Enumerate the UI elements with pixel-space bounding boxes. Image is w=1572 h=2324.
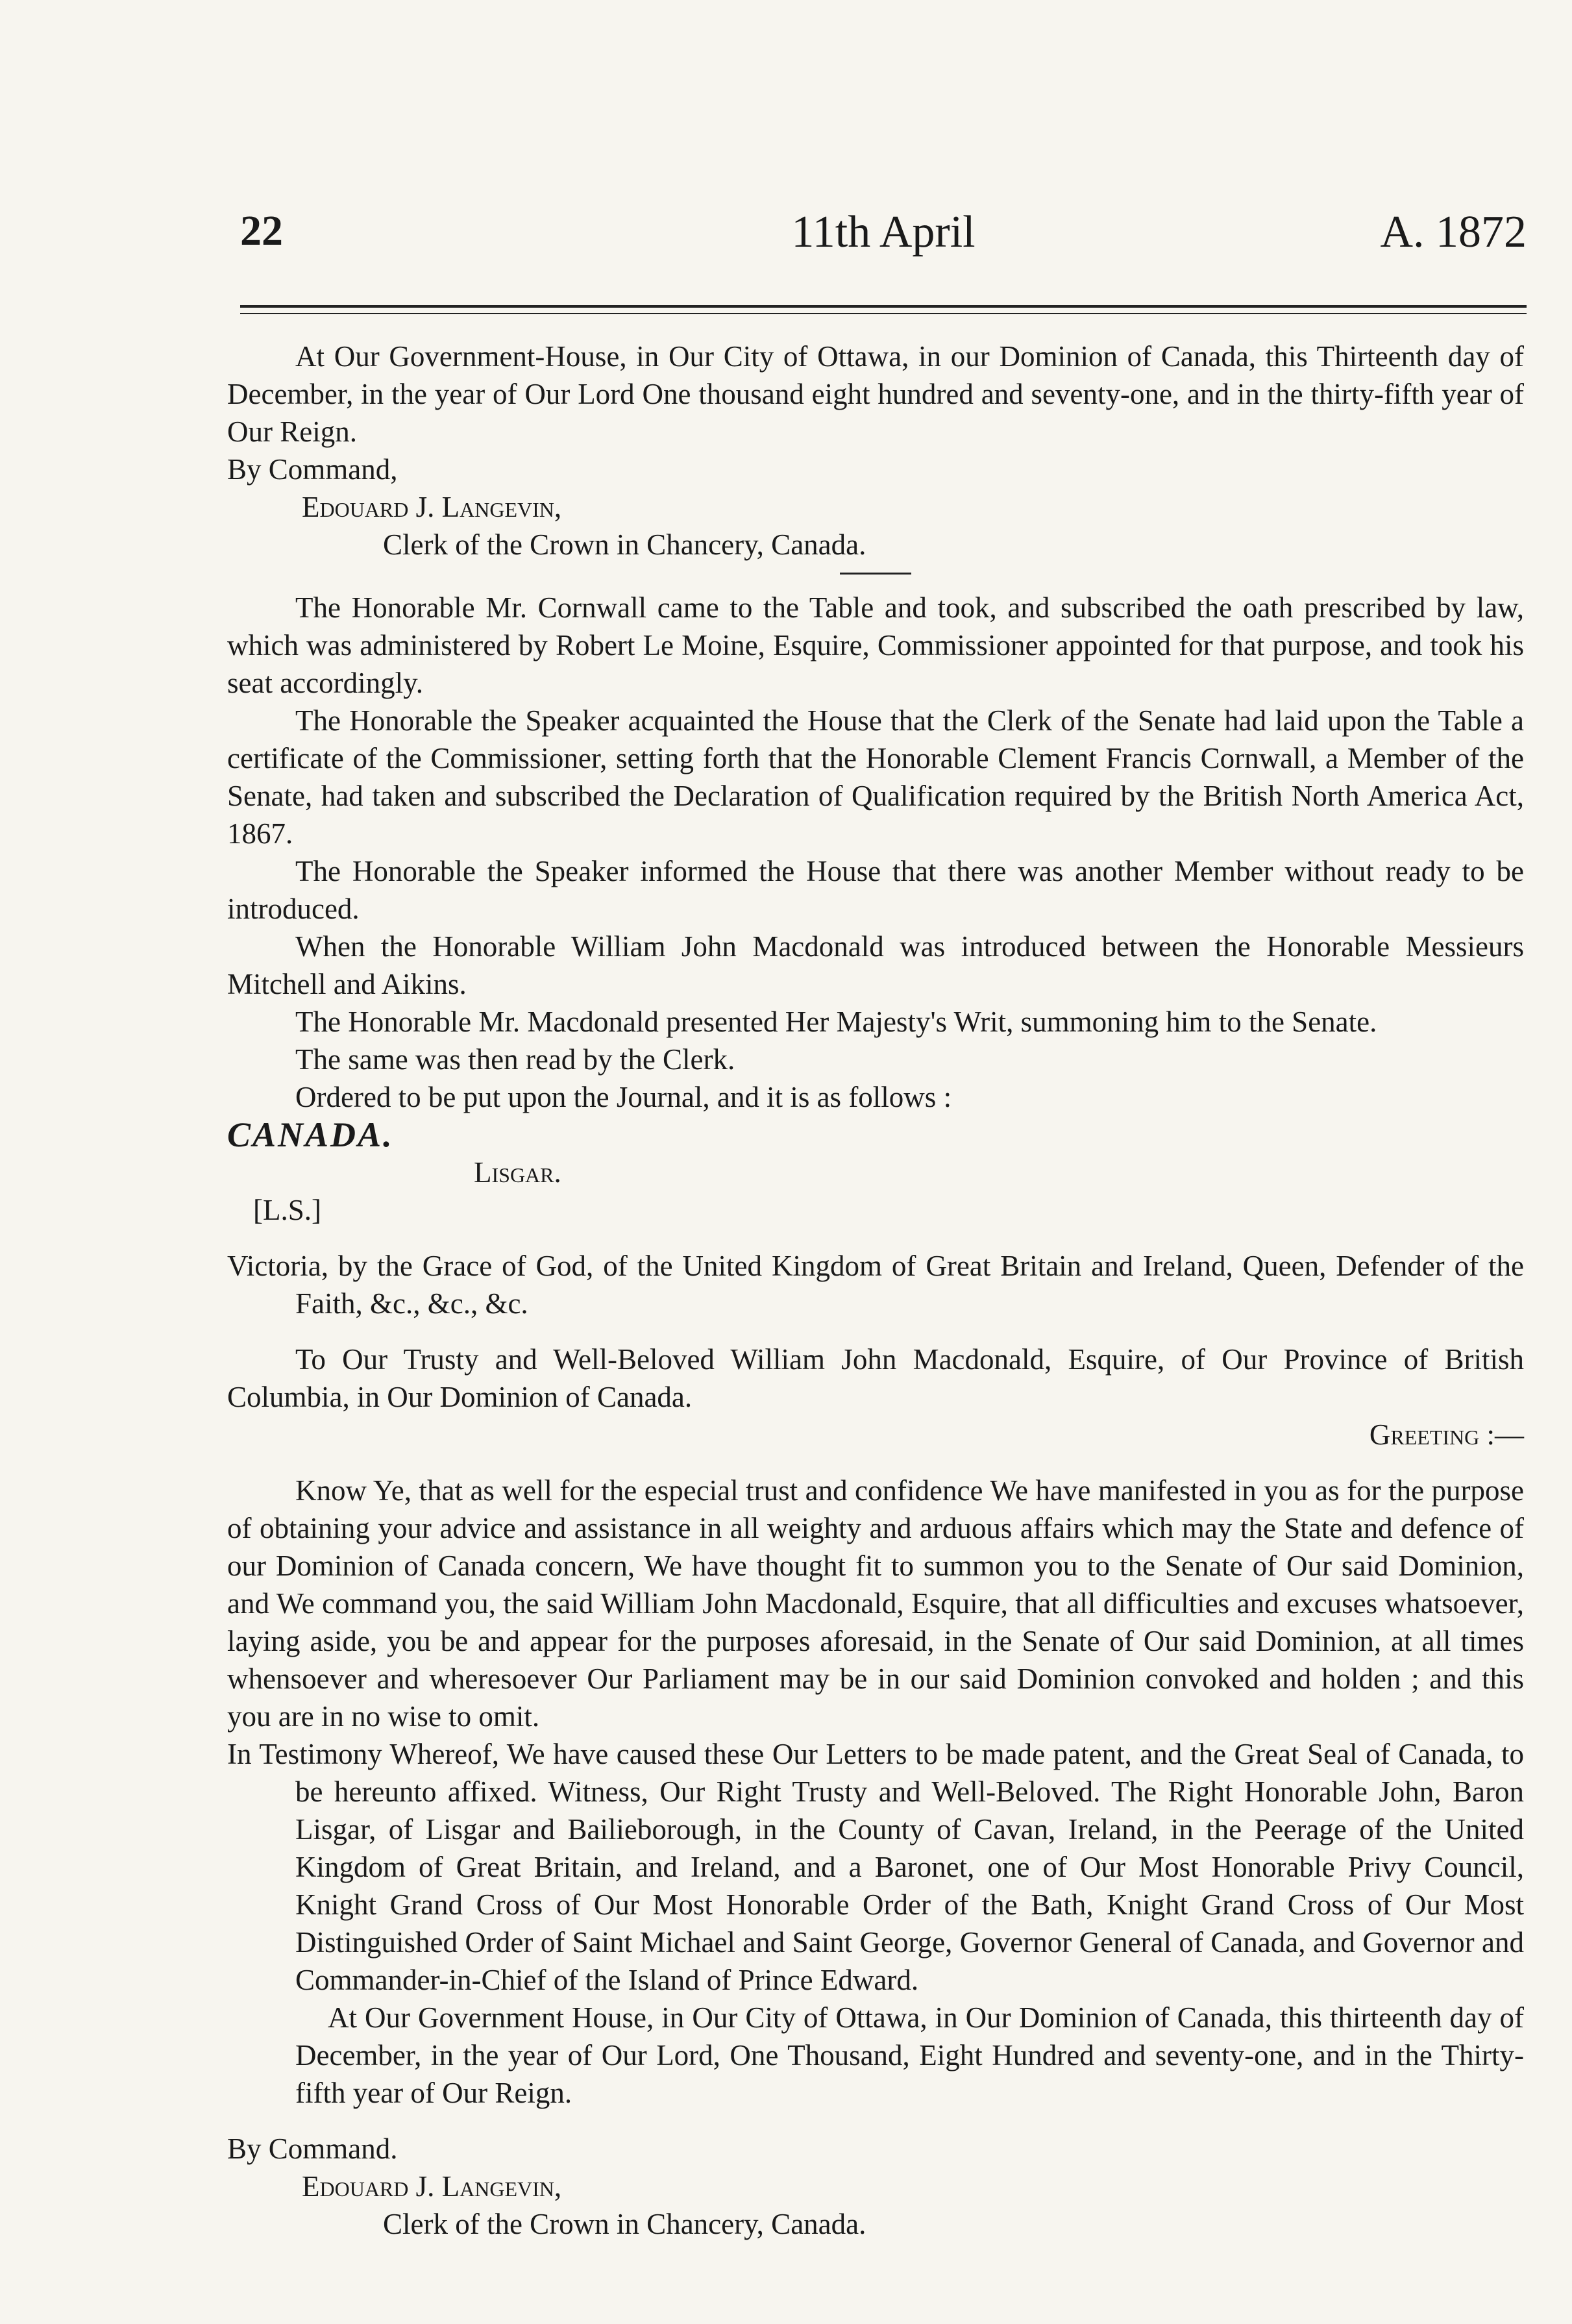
testimony-paragraph: In Testimony Whereof, We have caused these Our Letters to be made patent, and the Great Seal of Canada, to be hereunto affixed. Witness, Our Right Trusty and Well-Beloved. The Right Honorable John, Baron Lisgar, of Lisgar and Bailieborough, in the County of Cavan, Ireland, in the Peerage of the United Kingdom of Great Britain, and Ireland, and a Baronet, one of Our Most Honorable Privy Council, Knight Grand Cross of Our Most Honorable Order of the Bath, Knight Grand Cross of Our Most Distinguished Order of Saint Michael and Saint George, Governor General of Canada, and Governor and Commander-in-Chief of the Island of Prince Edward.: [227, 1738, 1524, 1996]
page-header: [240, 206, 1527, 265]
by-command-line: By Command.: [227, 2132, 398, 2165]
signer-name: Edouard J. Langevin,: [302, 491, 562, 523]
know-ye-paragraph: Know Ye, that as well for the especial trust and confidence We have manifested in you as for the purpose of obtaining your advice and assistance in all weighty and arduous affairs which may the State and defence of our Dominion of Canada concern, We have thought fit to summon you to the Senate of Our said Dominion, and We command you, the said William John Macdonald, Esquire, that all difficulties and excuses whatsoever, laying aside, you be and appear for the purposes aforesaid, in the Senate of Our said Dominion, at all times whensoever and wheresoever Our Parliament may be in our said Dominion convoked and holden ; and this you are in no wise to omit.: [227, 1474, 1524, 1733]
page-number: 22: [240, 207, 283, 254]
seal-mark: [L.S.]: [253, 1194, 321, 1226]
proceeding-paragraph: The Honorable Mr. Cornwall came to the Table and took, and subscribed the oath prescribed by law, which was administered by Robert Le Moine, Esquire, Commissioner appointed for that purpose, and took his seat accordingly.: [227, 591, 1524, 699]
signer-title: Clerk of the Crown in Chancery, Canada.: [383, 528, 866, 561]
proceeding-paragraph: The Honorable the Speaker informed the House that there was another Member without ready to be introduced.: [227, 855, 1524, 925]
signer-title: Clerk of the Crown in Chancery, Canada.: [383, 2208, 866, 2240]
proceeding-paragraph: When the Honorable William John Macdonald was introduced between the Honorable Messieurs Mitchell and Aikins.: [227, 930, 1524, 1000]
writ-addressee: To Our Trusty and Well-Beloved William John Macdonald, Esquire, of Our Province of British Columbia, in Our Dominion of Canada.: [227, 1343, 1524, 1413]
page-date: 11th April: [791, 207, 976, 257]
sovereign-title: Victoria, by the Grace of God, of the United Kingdom of Great Britain and Ireland, Queen, Defender of the Faith, &c., &c., &c.: [227, 1250, 1524, 1320]
header-rule-thin: [240, 313, 1527, 314]
page-year: A. 1872: [1380, 207, 1527, 257]
proceeding-paragraph: The Honorable the Speaker acquainted the House that the Clerk of the Senate had laid upon the Table a certificate of the Commissioner, setting forth that the Honorable Clement Francis Cornwall, a Member of the Senate, had taken and subscribed the Declaration of Qualification required by the British North America Act, 1867.: [227, 704, 1524, 850]
writ-dated-paragraph: At Our Government House, in Our City of Ottawa, in Our Dominion of Canada, this thirteenth day of December, in the year of Our Lord, One Thousand, Eight Hundred and seventy-one, and in the Thirty-fifth year of Our Reign.: [295, 2001, 1524, 2109]
signer-name: Edouard J. Langevin,: [302, 2170, 562, 2203]
proceeding-paragraph: Ordered to be put upon the Journal, and it is as follows :: [295, 1081, 952, 1113]
commission-dated-paragraph: At Our Government-House, in Our City of Ottawa, in our Dominion of Canada, this Thirteenth day of December, in the year of Our Lord One thousand eight hundred and seventy-one, and in the thirty-fifth year of Our Reign.: [227, 340, 1524, 448]
page-body: [227, 338, 1524, 2243]
proceeding-paragraph: The Honorable Mr. Macdonald presented Her Majesty's Writ, summoning him to the Senate.: [295, 1006, 1377, 1038]
writ-greeting: Greeting :—: [1369, 1418, 1524, 1451]
by-command-line: By Command,: [227, 453, 398, 486]
governor-signature: Lisgar.: [474, 1156, 561, 1189]
writ-heading: CANADA.: [227, 1115, 394, 1154]
proceeding-paragraph: The same was then read by the Clerk.: [295, 1043, 735, 1076]
section-divider: [840, 573, 911, 575]
header-rule-thick: [240, 305, 1527, 308]
